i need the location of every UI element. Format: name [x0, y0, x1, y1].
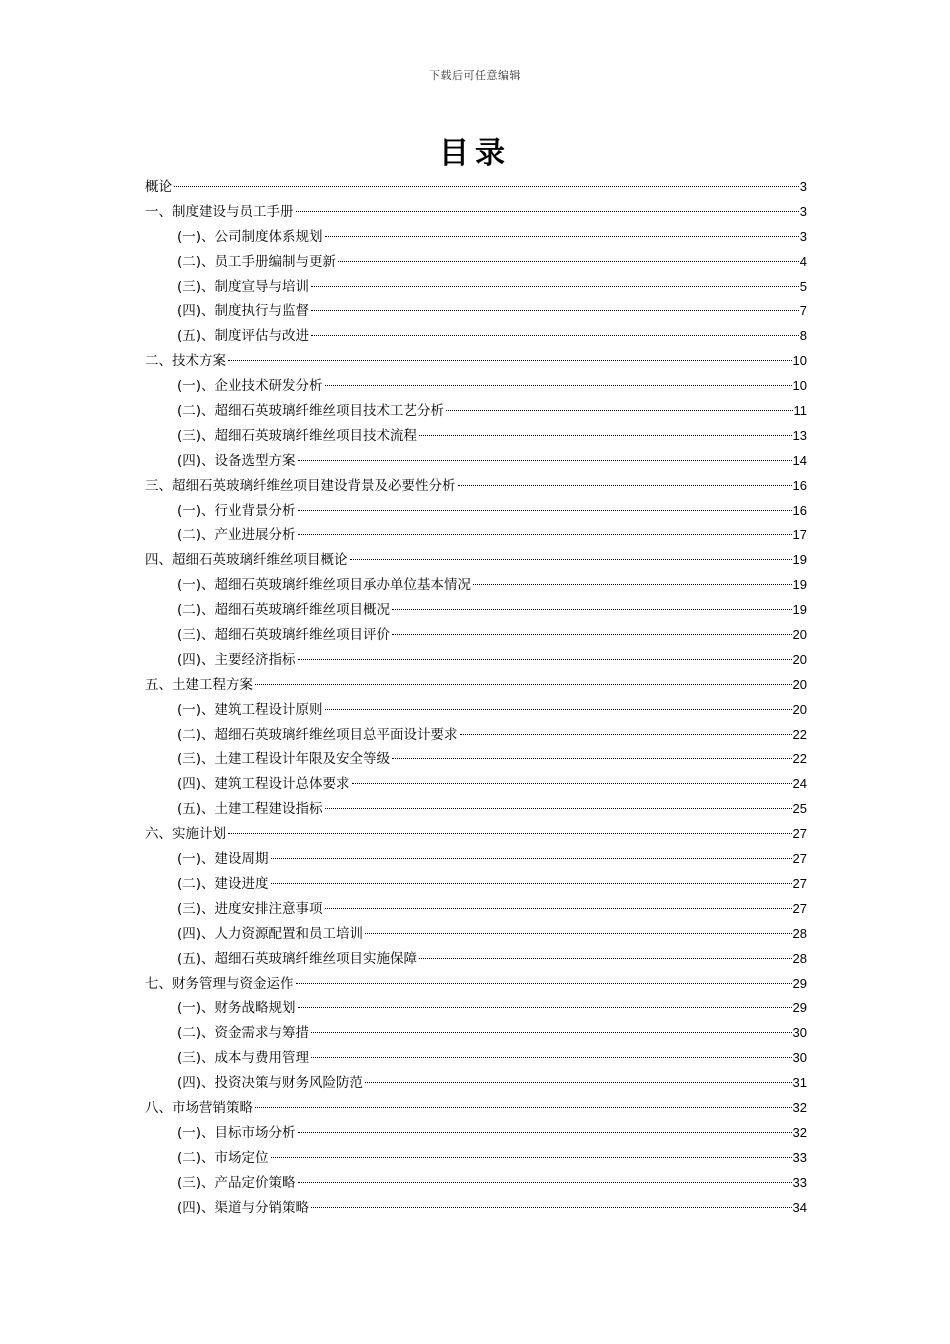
toc-dot-leader: [311, 310, 799, 311]
toc-entry-page-number: 5: [799, 278, 807, 294]
toc-subsection-entry[interactable]: [145, 1121, 807, 1146]
toc-subsection-entry[interactable]: [145, 499, 807, 524]
toc-subsection-entry[interactable]: [145, 922, 807, 947]
toc-dot-leader: [325, 908, 792, 909]
toc-entry-page-number: 8: [799, 328, 807, 344]
toc-entry-label: (二)、市场定位: [177, 1149, 269, 1166]
toc-section-entry[interactable]: [145, 1096, 807, 1121]
toc-subsection-entry[interactable]: [145, 1171, 807, 1196]
toc-dot-leader: [419, 958, 791, 959]
toc-subsection-entry[interactable]: [145, 772, 807, 797]
toc-dot-leader: [296, 211, 799, 212]
toc-section-entry[interactable]: [145, 822, 807, 847]
toc-subsection-entry[interactable]: [145, 1046, 807, 1071]
toc-subsection-entry[interactable]: [145, 872, 807, 897]
toc-dot-leader: [325, 236, 799, 237]
toc-subsection-entry[interactable]: [145, 747, 807, 772]
toc-dot-leader: [298, 510, 792, 511]
toc-section-entry[interactable]: [145, 972, 807, 997]
toc-entry-page-number: 22: [792, 751, 807, 767]
toc-entry-label: (二)、超细石英玻璃纤维丝项目总平面设计要求: [177, 726, 458, 743]
toc-section-entry[interactable]: [145, 200, 807, 225]
toc-subsection-entry[interactable]: [145, 374, 807, 399]
toc-entry-label: (二)、资金需求与筹措: [177, 1025, 310, 1042]
toc-dot-leader: [392, 634, 791, 635]
toc-entry-label: (四)、人力资源配置和员工培训: [177, 925, 364, 942]
toc-entry-label: 一、制度建设与员工手册: [145, 203, 294, 220]
toc-dot-leader: [446, 410, 792, 411]
toc-entry-page-number: 33: [792, 1174, 807, 1190]
toc-subsection-entry[interactable]: [145, 250, 807, 275]
toc-dot-leader: [298, 1132, 792, 1133]
toc-subsection-entry[interactable]: [145, 797, 807, 822]
toc-entry-label: (一)、财务战略规划: [177, 1000, 296, 1017]
toc-entry-page-number: 4: [799, 253, 807, 269]
toc-entry-page-number: 22: [792, 726, 807, 742]
toc-subsection-entry[interactable]: [145, 897, 807, 922]
toc-dot-leader: [271, 883, 792, 884]
toc-title: 目录: [439, 136, 511, 171]
toc-entry-page-number: 30: [792, 1025, 807, 1041]
toc-entry-page-number: 29: [792, 1000, 807, 1016]
toc-subsection-entry[interactable]: [145, 847, 807, 872]
toc-entry-label: (三)、进度安排注意事项: [177, 900, 323, 917]
toc-entry-page-number: 32: [792, 1124, 807, 1140]
toc-dot-leader: [419, 435, 791, 436]
toc-dot-leader: [352, 783, 792, 784]
toc-entry-label: 三、超细石英玻璃纤维丝项目建设背景及必要性分析: [145, 477, 456, 494]
toc-entry-page-number: 31: [792, 1075, 807, 1091]
toc-subsection-entry[interactable]: [145, 449, 807, 474]
toc-entry-page-number: 20: [792, 701, 807, 717]
toc-dot-leader: [460, 734, 792, 735]
toc-dot-leader: [473, 584, 791, 585]
toc-dot-leader: [325, 808, 792, 809]
toc-entry-label: (四)、主要经济指标: [177, 651, 296, 668]
toc-subsection-entry[interactable]: [145, 598, 807, 623]
toc-entry-label: (四)、渠道与分销策略: [177, 1199, 310, 1216]
toc-section-entry[interactable]: [145, 548, 807, 573]
toc-entry-label: (一)、建筑工程设计原则: [177, 701, 323, 718]
toc-entry-label: (四)、建筑工程设计总体要求: [177, 776, 350, 793]
toc-entry-label: 五、土建工程方案: [145, 676, 253, 693]
toc-entry-label: 八、市场营销策略: [145, 1099, 253, 1116]
toc-entry-label: (二)、超细石英玻璃纤维丝项目技术工艺分析: [177, 403, 445, 420]
toc-subsection-entry[interactable]: [145, 399, 807, 424]
toc-dot-leader: [296, 983, 792, 984]
toc-subsection-entry[interactable]: [145, 1196, 807, 1221]
header-note: 下载后可任意编辑: [429, 69, 521, 82]
toc-entry-page-number: 7: [799, 303, 807, 319]
toc-subsection-entry[interactable]: [145, 947, 807, 972]
toc-entry-label: (四)、投资决策与财务风险防范: [177, 1075, 364, 1092]
toc-dot-leader: [392, 758, 791, 759]
toc-subsection-entry[interactable]: [145, 1146, 807, 1171]
toc-entry-page-number: 19: [792, 552, 807, 568]
toc-entry-page-number: 29: [792, 975, 807, 991]
toc-dot-leader: [350, 559, 792, 560]
toc-entry-page-number: 24: [792, 776, 807, 792]
toc-entry-page-number: 3: [799, 203, 807, 219]
toc-entry-label: (五)、超细石英玻璃纤维丝项目实施保障: [177, 950, 418, 967]
toc-entry-page-number: 10: [792, 378, 807, 394]
toc-entry-page-number: 3: [799, 179, 807, 194]
toc-entry-label: (二)、超细石英玻璃纤维丝项目概况: [177, 602, 391, 619]
toc-entry-page-number: 16: [792, 477, 807, 493]
toc-dot-leader: [325, 709, 792, 710]
toc-subsection-entry[interactable]: [145, 698, 807, 723]
toc-entry-label: (一)、超细石英玻璃纤维丝项目承办单位基本情况: [177, 577, 472, 594]
toc-entry-label: (四)、制度执行与监督: [177, 303, 310, 320]
toc-dot-leader: [338, 261, 799, 262]
toc-dot-leader: [365, 933, 791, 934]
toc-entry-page-number: 34: [792, 1199, 807, 1215]
toc-subsection-entry[interactable]: [145, 275, 807, 300]
toc-entry-page-number: 25: [792, 801, 807, 817]
toc-subsection-entry[interactable]: [145, 1021, 807, 1046]
toc-dot-leader: [298, 460, 792, 461]
toc-entry-page-number: 16: [792, 502, 807, 518]
toc-section-entry[interactable]: [145, 349, 807, 374]
toc-dot-leader: [298, 534, 792, 535]
toc-entry-label: 七、财务管理与资金运作: [145, 975, 294, 992]
toc-entry-page-number: 27: [792, 900, 807, 916]
toc-entry-label: (一)、公司制度体系规划: [177, 228, 323, 245]
toc-subsection-entry[interactable]: [145, 623, 807, 648]
toc-entry-page-number: 28: [792, 925, 807, 941]
toc-dot-leader: [271, 858, 792, 859]
toc-dot-leader: [298, 659, 792, 660]
toc-entry-label: (三)、超细石英玻璃纤维丝项目评价: [177, 627, 391, 644]
toc-entry-label: (二)、建设进度: [177, 875, 269, 892]
toc-entry-label: 四、超细石英玻璃纤维丝项目概论: [145, 552, 348, 569]
toc-entry-page-number: 27: [792, 875, 807, 891]
toc-entry-label: (三)、超细石英玻璃纤维丝项目技术流程: [177, 427, 418, 444]
toc-dot-leader: [298, 1007, 792, 1008]
toc-subsection-entry[interactable]: [145, 324, 807, 349]
toc-entry-page-number: 30: [792, 1050, 807, 1066]
toc-dot-leader: [311, 286, 799, 287]
toc-entry-label: (一)、目标市场分析: [177, 1124, 296, 1141]
toc-entry-label: (三)、产品定价策略: [177, 1174, 296, 1191]
toc-section-entry[interactable]: [145, 175, 807, 200]
toc-dot-leader: [228, 833, 792, 834]
toc-subsection-entry[interactable]: [145, 573, 807, 598]
toc-entry-label: 概论: [145, 179, 172, 195]
toc-entry-label: (三)、土建工程设计年限及安全等级: [177, 751, 391, 768]
toc-entry-label: (二)、员工手册编制与更新: [177, 253, 337, 270]
toc-entry-page-number: 27: [792, 851, 807, 867]
table-of-contents: [145, 175, 807, 1220]
toc-subsection-entry[interactable]: [145, 1071, 807, 1096]
toc-entry-label: 六、实施计划: [145, 826, 226, 843]
toc-section-entry[interactable]: [145, 673, 807, 698]
toc-entry-page-number: 13: [792, 427, 807, 443]
toc-dot-leader: [392, 609, 791, 610]
toc-dot-leader: [271, 1157, 792, 1158]
toc-subsection-entry[interactable]: [145, 225, 807, 250]
toc-entry-label: (一)、企业技术研发分析: [177, 378, 323, 395]
toc-entry-page-number: 28: [792, 950, 807, 966]
toc-entry-page-number: 14: [792, 452, 807, 468]
toc-subsection-entry[interactable]: [145, 523, 807, 548]
toc-dot-leader: [325, 385, 792, 386]
toc-entry-page-number: 11: [793, 403, 807, 419]
toc-entry-label: (五)、土建工程建设指标: [177, 801, 323, 818]
toc-subsection-entry[interactable]: [145, 424, 807, 449]
toc-entry-page-number: 19: [792, 602, 807, 618]
toc-entry-label: (三)、成本与费用管理: [177, 1050, 310, 1067]
toc-dot-leader: [365, 1082, 791, 1083]
toc-entry-label: (一)、建设周期: [177, 851, 269, 868]
toc-subsection-entry[interactable]: [145, 723, 807, 748]
toc-entry-label: (五)、制度评估与改进: [177, 328, 310, 345]
toc-dot-leader: [311, 335, 799, 336]
toc-entry-label: (三)、制度宣导与培训: [177, 278, 310, 295]
toc-dot-leader: [298, 1182, 792, 1183]
toc-subsection-entry[interactable]: [145, 299, 807, 324]
toc-dot-leader: [311, 1207, 791, 1208]
toc-entry-label: (四)、设备选型方案: [177, 452, 296, 469]
toc-entry-page-number: 20: [792, 627, 807, 643]
toc-dot-leader: [255, 1107, 792, 1108]
toc-entry-page-number: 10: [792, 353, 807, 369]
toc-entry-page-number: 32: [792, 1099, 807, 1115]
toc-subsection-entry[interactable]: [145, 996, 807, 1021]
toc-entry-label: 二、技术方案: [145, 353, 226, 370]
toc-entry-page-number: 19: [792, 577, 807, 593]
toc-dot-leader: [311, 1057, 791, 1058]
toc-entry-page-number: 20: [792, 676, 807, 692]
toc-dot-leader: [311, 1032, 791, 1033]
toc-dot-leader: [255, 684, 792, 685]
toc-entry-label: (二)、产业进展分析: [177, 527, 296, 544]
toc-entry-page-number: 3: [799, 228, 807, 244]
toc-entry-label: (一)、行业背景分析: [177, 502, 296, 519]
toc-entry-page-number: 20: [792, 651, 807, 667]
toc-entry-page-number: 27: [792, 826, 807, 842]
toc-dot-leader: [174, 186, 799, 187]
toc-entry-page-number: 33: [792, 1149, 807, 1165]
toc-subsection-entry[interactable]: [145, 648, 807, 673]
toc-section-entry[interactable]: [145, 474, 807, 499]
toc-dot-leader: [228, 360, 792, 361]
toc-dot-leader: [458, 485, 792, 486]
toc-entry-page-number: 17: [792, 527, 807, 543]
